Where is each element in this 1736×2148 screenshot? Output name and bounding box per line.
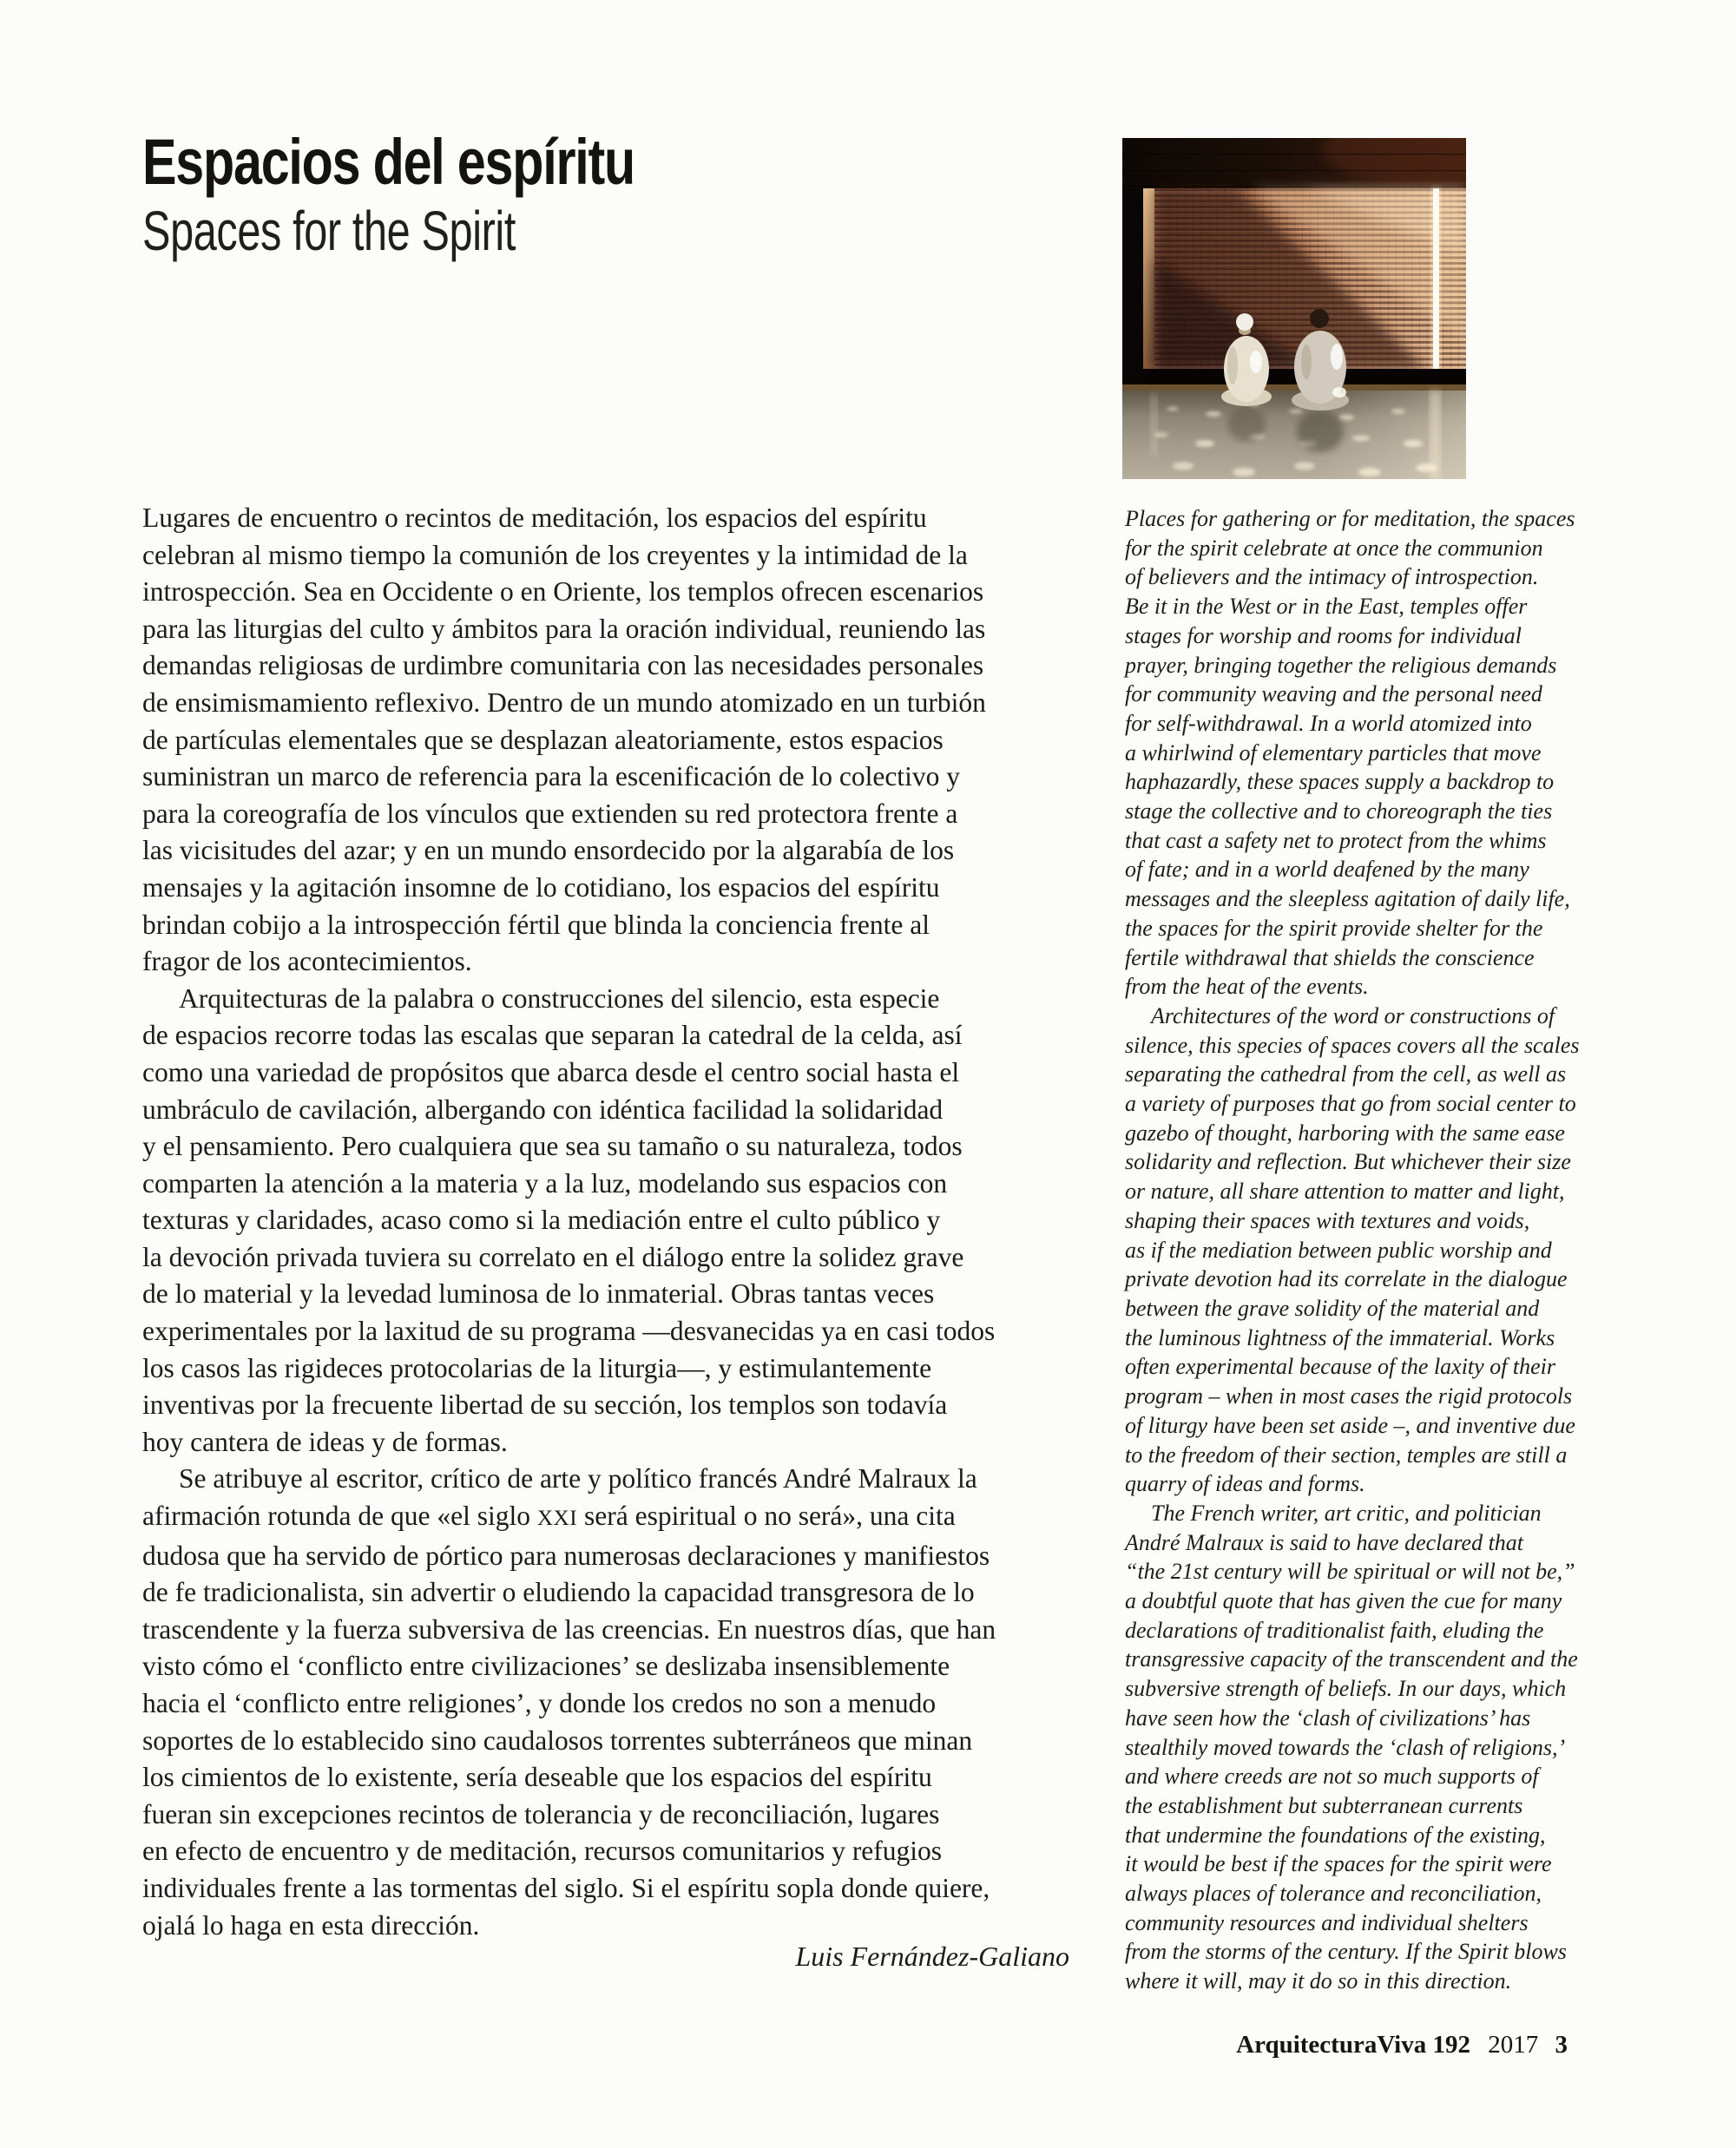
text-line: private devotion had its correlate in the dialogue <box>1125 1266 1568 1292</box>
text-line: where it will, may it do so in this direction. <box>1125 1968 1512 1994</box>
brick-lattice-wall <box>1122 188 1466 391</box>
text-line: individuales frente a las tormentas del siglo. Si el espíritu sopla donde quiere, <box>142 1872 990 1903</box>
text-line: de fe tradicionalista, sin advertir o eludiendo la capacidad transgresora de lo <box>142 1577 975 1608</box>
text-line: fueran sin excepciones recintos de tolerancia y de reconciliación, lugares <box>142 1798 940 1829</box>
article-photo <box>1122 138 1466 479</box>
english-column <box>1125 504 1598 1996</box>
text-line: brindan cobijo a la introspección fértil que blinda la conciencia frente al <box>142 909 930 940</box>
text-line: to the freedom of their section, temples are still a <box>1125 1442 1568 1468</box>
text-line: stealthily moved towards the ‘clash of religions,’ <box>1125 1734 1566 1760</box>
spanish-column <box>142 500 1123 1944</box>
text-line: that undermine the foundations of the existing, <box>1125 1822 1546 1848</box>
text-line: y el pensamiento. Pero cualquiera que sea su tamaño o su naturaleza, todos <box>142 1131 963 1162</box>
text-line: haphazardly, these spaces supply a backdrop to <box>1125 769 1555 795</box>
text-line: como una variedad de propósitos que abarca desde el centro social hasta el <box>142 1056 960 1087</box>
text-line: stages for worship and rooms for individual <box>1125 622 1522 648</box>
dark-brick-ceiling <box>1122 138 1466 192</box>
text-line: fragor de los acontecimientos. <box>142 946 472 977</box>
text-line: suministran un marco de referencia para la escenificación de lo colectivo y <box>142 761 960 792</box>
text-line: have seen how the ‘clash of civilizations’ has <box>1125 1705 1531 1731</box>
text-line: a variety of purposes that go from social center to <box>1125 1091 1576 1117</box>
text-line: introspección. Sea en Occidente o en Oriente, los templos ofrecen escenarios <box>142 576 984 608</box>
text-line: texturas y claridades, acaso como si la mediación entre el culto público y <box>142 1205 941 1236</box>
text-line: of liturgy have been set aside –, and inventive due <box>1125 1412 1575 1438</box>
text-line: gazebo of thought, harboring with the same ease <box>1125 1120 1565 1146</box>
text-line: en efecto de encuentro y de meditación, recursos comunitarios y refugios <box>142 1836 943 1867</box>
text-line: mensajes y la agitación insomne de lo cotidiano, los espacios del espíritu <box>142 871 940 903</box>
page-footer <box>1236 2031 1568 2059</box>
text-line: comparten la atención a la materia y a la luz, modelando sus espacios con <box>142 1167 948 1199</box>
text-line: hoy cantera de ideas y de formas. <box>142 1426 508 1457</box>
text-line: prayer, bringing together the religious demands <box>1125 652 1557 678</box>
text-line: Arquitecturas de la palabra o construcciones del silencio, esta especie <box>179 982 940 1014</box>
text-line: las vicisitudes del azar; y en un mundo ensordecido por la algarabía de los <box>142 835 955 866</box>
text-line: quarry of ideas and forms. <box>1125 1471 1365 1497</box>
text-line: André Malraux is said to have declared that <box>1125 1529 1524 1555</box>
text-line: for the spirit celebrate at once the communion <box>1125 535 1543 561</box>
text-line: para las liturgias del culto y ámbitos para la oración individual, reuniendo las <box>142 613 986 644</box>
text-line: for self-withdrawal. In a world atomized into <box>1125 710 1532 736</box>
text-line: para la coreografía de los vínculos que extienden su red protectora frente a <box>142 798 958 829</box>
text-line: a whirlwind of elementary particles that move <box>1125 739 1542 765</box>
text-line: de espacios recorre todas las escalas que separan la catedral de la celda, así <box>142 1020 963 1051</box>
text-line: often experimental because of the laxity of their <box>1125 1354 1556 1380</box>
text-line: from the heat of the events. <box>1125 974 1369 1000</box>
author-signature: Luis Fernández-Galiano <box>795 1941 1069 1972</box>
text-line: soportes de lo establecido sino caudalosos torrentes subterráneos que minan <box>142 1724 973 1756</box>
text-line: shaping their spaces with textures and voids, <box>1125 1207 1530 1233</box>
text-line: Be it in the West or in the East, temples offer <box>1125 594 1528 620</box>
text-line: messages and the sleepless agitation of daily life, <box>1125 886 1570 912</box>
text-line: a doubtful quote that has given the cue for many <box>1125 1588 1562 1614</box>
text-line: umbráculo de cavilación, albergando con idéntica facilidad la solidaridad <box>142 1094 944 1125</box>
text-line: hacia el ‘conflicto entre religiones’, y donde los credos no son a menudo <box>142 1688 937 1718</box>
text-line: de ensimismamiento reflexivo. Dentro de un mundo atomizado en un turbión <box>142 686 986 718</box>
text-line: the spaces for the spirit provide shelter for the <box>1125 915 1543 941</box>
text-line: celebran al mismo tiempo la comunión de los creyentes y la intimidad de la <box>142 539 968 570</box>
text-line: los casos las rigideces protocolarias de la liturgia—, y estimulantemente <box>142 1352 932 1383</box>
text-line: subversive strength of beliefs. In our days, which <box>1125 1676 1567 1702</box>
text-line: separating the cathedral from the cell, as well as <box>1125 1061 1567 1087</box>
text-line: los cimientos de lo existente, sería deseable que los espacios del espíritu <box>142 1762 932 1793</box>
text-line: silence, this species of spaces covers all the scales <box>1125 1032 1580 1058</box>
text-line: of fate; and in a world deafened by the many <box>1125 857 1529 883</box>
text-line: the establishment but subterranean currents <box>1125 1792 1523 1818</box>
text-line: and where creeds are not so much supports of <box>1125 1764 1539 1790</box>
text-line: from the storms of the century. If the Spirit blows <box>1125 1939 1567 1965</box>
text-line: “the 21st century will be spiritual or will not be,” <box>1125 1559 1575 1585</box>
text-line: transgressive capacity of the transcendent and the <box>1125 1646 1578 1672</box>
text-line: de lo material y la levedad luminosa de lo inmaterial. Obras tantas veces <box>142 1278 935 1310</box>
text-line: Se atribuye al escritor, crítico de arte y político francés André Malraux la <box>179 1463 977 1494</box>
text-line: community resources and individual shelters <box>1125 1909 1529 1935</box>
page-title: Espacios del espíritu <box>142 126 635 198</box>
text-line: stage the collective and to choreograph the ties <box>1125 798 1553 824</box>
text-line: ojalá lo haga en esta dirección. <box>142 1909 480 1941</box>
text-line: Places for gathering or for meditation, the spaces <box>1125 506 1575 531</box>
text-line: trascendente y la fuerza subversiva de las creencias. En nuestros días, que han <box>142 1613 996 1645</box>
text-line: fertile withdrawal that shields the conscience <box>1125 944 1535 970</box>
text-line: between the grave solidity of the material and <box>1125 1295 1540 1321</box>
text-line: experimentales por la laxitud de su programa —desvanecidas ya en casi todos <box>142 1316 996 1347</box>
text-line: afirmación rotunda de que «el siglo XXI será espiritual o no será», una cita <box>142 1501 956 1532</box>
text-line: la devoción privada tuviera su correlato en el diálogo entre la solidez grave <box>142 1241 964 1272</box>
text-line: that cast a safety net to protect from the whims <box>1125 827 1547 853</box>
text-line: it would be best if the spaces for the spirit were <box>1125 1851 1552 1877</box>
text-line: always places of tolerance and reconciliation, <box>1125 1881 1542 1907</box>
text-line: The French writer, art critic, and politician <box>1151 1500 1542 1526</box>
footer-year: 2017 <box>1488 2031 1539 2059</box>
text-line: the luminous lightness of the immaterial. Works <box>1125 1324 1555 1350</box>
footer-magazine-name: ArquitecturaViva 192 <box>1236 2031 1470 2059</box>
text-line: program – when in most cases the rigid protocols <box>1125 1383 1573 1409</box>
text-line: solidarity and reflection. But whichever their size <box>1125 1149 1571 1175</box>
footer-page-number: 3 <box>1555 2031 1568 2059</box>
text-line: inventivas por la frecuente libertad de su sección, los templos son todavía <box>142 1389 948 1421</box>
text-line: visto cómo el ‘conflicto entre civilizaciones’ se deslizaba insensiblemente <box>142 1651 950 1682</box>
text-line: of believers and the intimacy of introspection. <box>1125 564 1539 590</box>
text-line: as if the mediation between public worship and <box>1125 1237 1552 1263</box>
text-line: or nature, all share attention to matter and light, <box>1125 1179 1565 1205</box>
text-line: declarations of traditionalist faith, eluding the <box>1125 1617 1544 1643</box>
text-line: for community weaving and the personal need <box>1125 681 1542 707</box>
text-line: de partículas elementales que se desplazan aleatoriamente, estos espacios <box>142 724 944 755</box>
text-line: Lugares de encuentro o recintos de meditación, los espacios del espíritu <box>142 503 927 533</box>
text-line: demandas religiosas de urdimbre comunitaria con las necesidades personales <box>142 650 984 681</box>
text-line: dudosa que ha servido de pórtico para numerosas declaraciones y manifiestos <box>142 1540 990 1571</box>
text-line: Architectures of the word or constructions of <box>1151 1002 1555 1028</box>
page-subtitle: Spaces for the Spirit <box>142 200 516 262</box>
